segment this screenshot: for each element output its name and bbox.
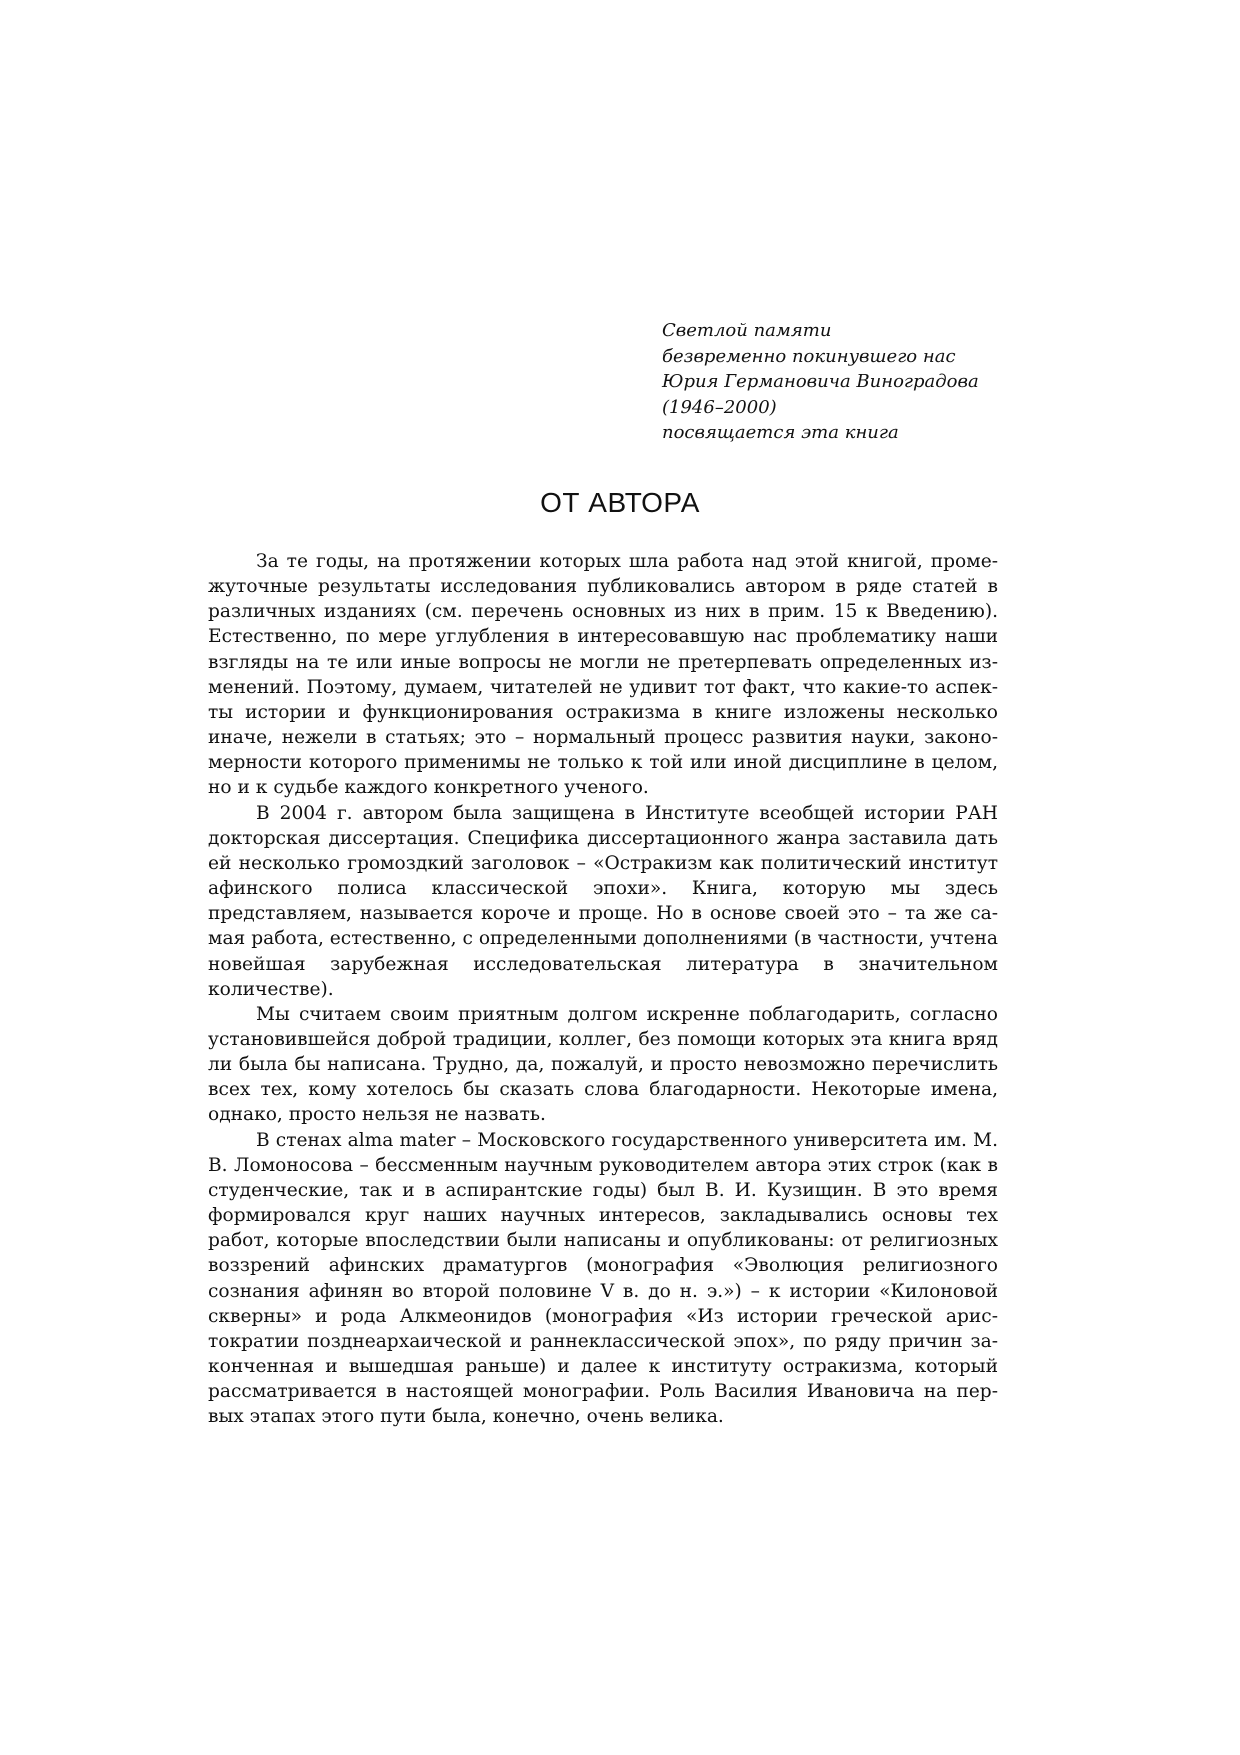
paragraph: В стенах alma mater – Московского государственного университета им. М. В. Ломоносова – бессменным научным руководителем автора этих строк (как в студенческие, так и в аспирантские годы) был В. И. Кузищин. В это время формировался круг наших научных интересов, закладывались основы тех работ, которые впоследствии были написаны и опубликованы: от религиозных воззрений афинских драматургов (монография «Эволюция религиозного сознания афинян во второй половине V в. до н. э.») – к истории «Килоновой скверны» и рода Алкмеонидов (монография «Из истории греческой аристократии позднеархаической и раннеклассической эпох», по ряду причин законченная и вышедшая раньше) и далее к институту остракизма, который рассматривается в настоящей монографии. Роль Василия Ивановича на первых этапах этого пути была, конечно, очень велика.	[208, 1129, 998, 1428]
dedication-line: Юрия Германовича Виноградова	[662, 371, 979, 392]
dedication-line: Светлой памяти	[662, 320, 832, 341]
body-text	[208, 549, 998, 1429]
dedication-line: (1946–2000)	[662, 396, 777, 418]
paragraph: За те годы, на протяжении которых шла работа над этой книгой, промежуточные результаты исследования публиковались автором в ряде статей в различных изданиях (см. перечень основных из них в прим. 15 к Введению). Естественно, по мере углубления в интересовавшую нас проблематику наши взгляды на те или иные вопросы не могли не претерпевать определенных изменений. Поэтому, думаем, читателей не удивит тот факт, что какие-то аспекты истории и функционирования остракизма в книге изложены несколько иначе, нежели в статьях; это – нормальный процесс развития науки, закономерности которого применимы не только к той или иной дисциплине в целом, но и к судьбе каждого конкретного ученого.	[208, 551, 998, 799]
dedication-line: безвременно покинувшего нас	[662, 345, 956, 367]
dedication-line: посвящается эта книга	[662, 422, 899, 443]
paragraph: Мы считаем своим приятным долгом искренне поблагодарить, согласно установившейся доброй традиции, коллег, без помощи которых эта книга вряд ли была бы написана. Трудно, да, пожалуй, и просто невозможно перечислить всех тех, кому хотелось бы сказать слова благодарности. Некоторые имена, однако, просто нельзя не назвать.	[208, 1003, 998, 1126]
dedication	[662, 318, 1062, 446]
paragraph: В 2004 г. автором была защищена в Институте всеобщей истории РАН докторская диссертация. Специфика диссертационного жанра заставила дать ей несколько громоздкий заголовок – «Остракизм как политический институт афинского полиса классической эпохи». Книга, которую мы здесь представляем, называется короче и проще. Но в основе своей это – та же самая работа, естественно, с определенными дополнениями (в частности, учтена новейшая зарубежная исследовательская литература в значительном количестве).	[208, 802, 998, 1000]
page-title: ОТ АВТОРА	[540, 487, 700, 518]
